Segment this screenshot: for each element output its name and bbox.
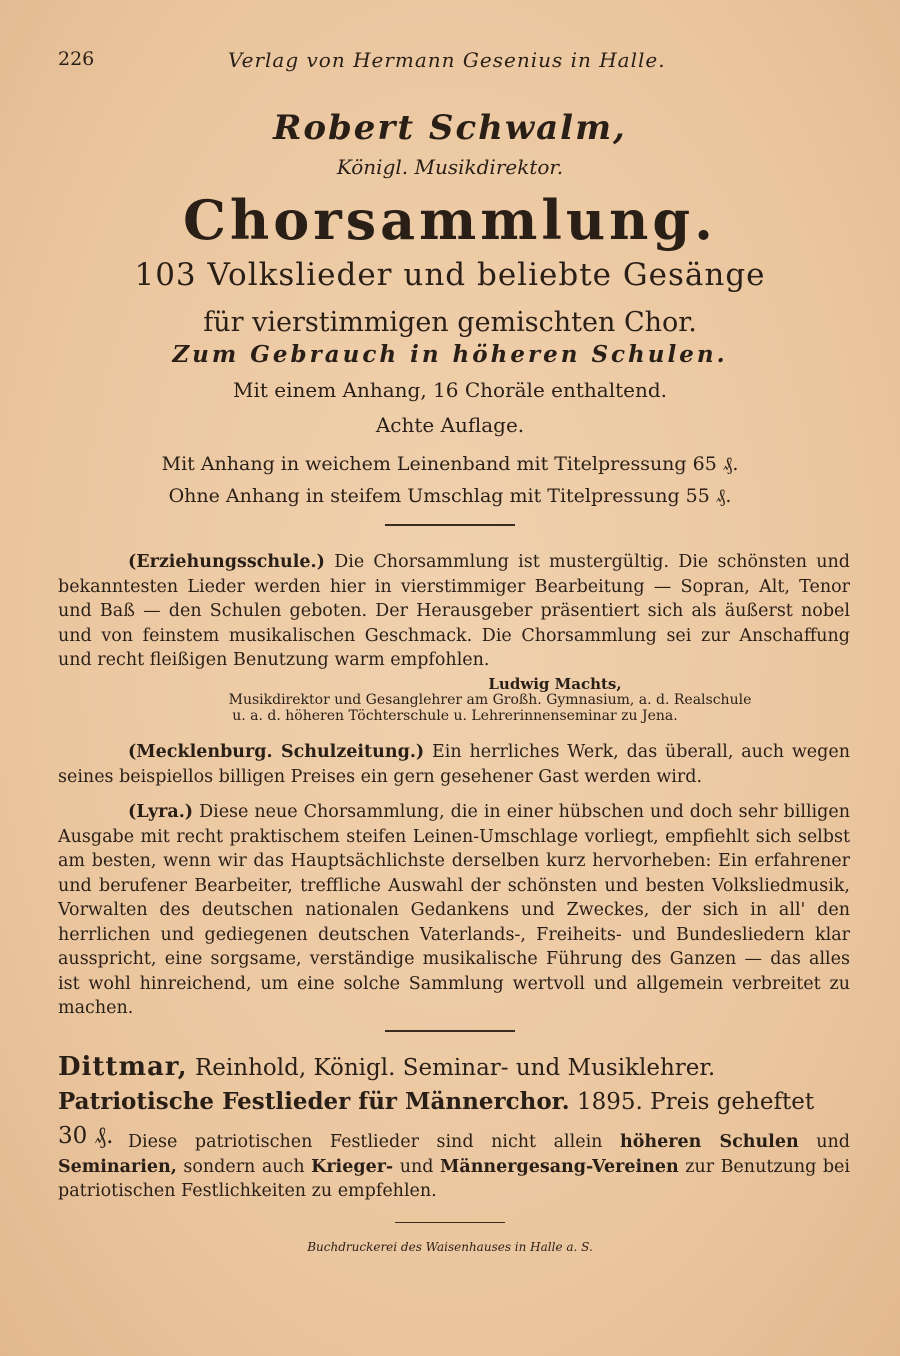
review-source: (Erziehungsschule.): [128, 552, 325, 572]
signer-line-1: Musikdirektor und Gesanglehrer am Großh. Gymnasium, a. d. Realschule: [228, 692, 752, 708]
entry-year-price: 1895. Preis geheftet 30 ₰.: [58, 1089, 815, 1149]
review-source: (Lyra.): [128, 802, 194, 822]
signer-name: Ludwig Machts,: [488, 675, 622, 693]
review-erziehungsschule: [58, 550, 850, 673]
review-text: Ein herrliches Werk, das überall, auch wegen seines beispiellos billigen Preises ein gern gesehener Gast werden wird.: [58, 742, 850, 787]
entry-author-detail: Reinhold, Königl. Seminar- und Musiklehrer.: [194, 1055, 716, 1081]
signer-line-2: u. a. d. höheren Töchterschule u. Lehrerinnenseminar zu Jena.: [232, 708, 678, 724]
running-title: Verlag von Hermann Gesenius in Halle.: [228, 48, 666, 72]
page-number: 226: [58, 48, 95, 70]
desc-bold: Seminarien,: [58, 1156, 177, 1177]
work-subtitle-4: Mit einem Anhang, 16 Choräle enthaltend.: [232, 378, 668, 402]
author-role: Königl. Musikdirektor.: [336, 155, 564, 179]
desc-text: und: [399, 1156, 434, 1177]
work-title: Chorsammlung.: [183, 188, 717, 252]
review-text: Die Chorsammlung ist mustergültig. Die schönsten und bekanntesten Lieder werden hier in vierstimmiger Bearbeitung — Sopran, Alt, Tenor und Baß — den Schulen geboten. Der Herausgeber präsentiert sich als äußerst nobel und von feinstem musikalischen Geschmack. Die Chorsammlung sei zur Anschaffung und recht fleißigen Benutzung warm empfohlen.: [58, 552, 850, 670]
divider-2: [385, 1030, 515, 1032]
price-with-appendix: Mit Anhang in weichem Leinenband mit Titelpressung 65 ₰.: [161, 453, 739, 475]
desc-text: sondern auch: [183, 1156, 305, 1177]
desc-text: Diese patriotischen Festlieder sind nicht allein: [128, 1132, 603, 1152]
printer-imprint: Buchdruckerei des Waisenhauses in Halle a. S.: [307, 1240, 593, 1254]
divider-1: [385, 524, 515, 526]
review-mecklenburg: [58, 740, 850, 789]
desc-bold: Männergesang-Vereinen: [439, 1156, 679, 1177]
work-subtitle-1: 103 Volkslieder und beliebte Gesänge: [134, 257, 766, 293]
desc-text: und: [816, 1132, 851, 1152]
work-subtitle-3: Zum Gebrauch in höheren Schulen.: [172, 341, 728, 368]
desc-bold: Krieger-: [311, 1156, 394, 1177]
entry-author: Dittmar,: [58, 1052, 188, 1082]
author-name: Robert Schwalm,: [273, 108, 627, 148]
desc-bold: höheren Schulen: [620, 1132, 799, 1152]
desc-text: zur Benutzung bei patriotischen Festlichkeiten zu empfehlen.: [58, 1156, 850, 1201]
entry-title: Patriotische Festlieder für Männerchor.: [58, 1088, 570, 1115]
review-signer: [0, 676, 900, 724]
edition-note: Achte Auflage.: [375, 413, 525, 437]
page-header: [58, 48, 860, 78]
price-without-appendix: Ohne Anhang in steifem Umschlag mit Titelpressung 55 ₰.: [168, 485, 732, 507]
dittmar-description: [58, 1130, 850, 1204]
review-source: (Mecklenburg. Schulzeitung.): [128, 742, 425, 762]
review-text: Diese neue Chorsammlung, die in einer hübschen und doch sehr billigen Ausgabe mit recht praktischem steifen Leinen-Umschlage vorliegt, empfiehlt sich selbst am besten, wenn wir das Hauptsächlichste derselben kurz hervorheben: Ein erfahrener und berufener Bearbeiter, treffliche Auswahl der schönsten und besten Volksliedmusik, Vorwalten des deutschen nationalen Gedankens und Zweckes, der sich in all' den herrlichen und gediegenen deutschen Vaterlands-, Freiheits- und Bundesliedern klar ausspricht, eine sorgsame, verständige musikalische Führung des Ganzen — das alles ist wohl hinreichend, um eine solche Sammlung wertvoll und allgemein verbreitet zu machen.: [58, 802, 850, 1018]
divider-3: [395, 1222, 505, 1223]
review-lyra: [58, 800, 850, 1021]
work-subtitle-2: für vierstimmigen gemischten Chor.: [203, 307, 697, 338]
